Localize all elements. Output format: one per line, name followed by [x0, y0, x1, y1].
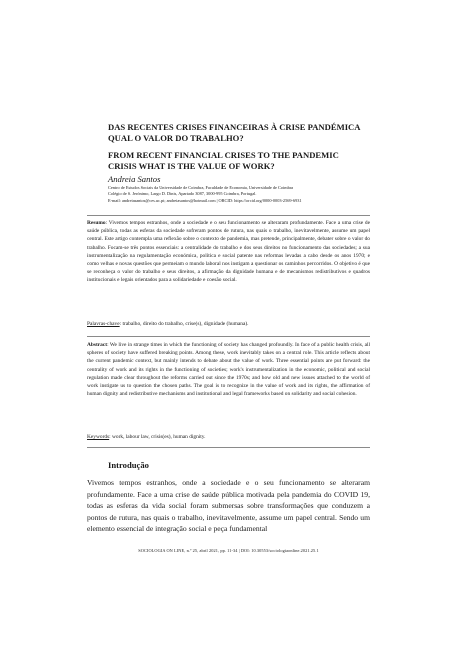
keywords-portuguese: [87, 320, 370, 328]
affiliation-line: Centro de Estudos Sociais da Universidade de Coimbra, Faculdade de Economia, Universidade de Coimbra: [108, 185, 294, 190]
affiliation-line: E-mail: andreiasantos@ces.uc.pt; andreiasantos@hotmail.com | ORCID: https://orcid.org/0000-0003-2569-6931: [108, 197, 302, 203]
page-footer: SOCIOLOGIA ON LINE, n.º 25, abril 2021, pp. 11-34 | DOI: 10.30553/sociologiaonline.2021.25.1: [138, 548, 319, 553]
abstract-top-rule: [87, 215, 370, 216]
affiliation-line: Colégio de S. Jerónimo, Largo D. Dinis, Apartado 3087, 3000-995 Coimbra, Portugal.: [108, 191, 257, 197]
keywords-english: [87, 433, 370, 441]
abstract-pt-text: : Vivemos tempos estranhos, onde a sociedade e o seu funcionamento se alteraram profundamente. Face a uma crise de saúde pública, todas as esferas da sociedade sofreram pontos de rutura, nas quais o trabalho, inevitavelmente, assume um papel central. Este artigo contempla uma reflexão sobre o contexto de pandemia, mas pretende, principalmente, debater sobre o valor do trabalho. Focam-se três pontos essenciais: a centralidade do trabalho e dos seus direitos no funcionamento das sociedades; a sua instrumentalização na regulamentação económica, política e social patente nas reformas levadas a cabo desde os anos 1970; e como velhas e novas questões que permeiam o mundo laboral nos instigam a questionar os caminhos percorridos. O objetivo é que se reconheça o valor do trabalho e seus direitos, a afirmação da dignidade humana e de mecanismos redistributivos e quadros institucionais e legais orientados para a solidariedade e coesão social.: [87, 220, 370, 284]
abstract-bottom-rule: [87, 447, 370, 448]
body-paragraph: Vivemos tempos estranhos, onde a sociedade e o seu funcionamento se alteraram profundamente. Face a uma crise de saúde pública motivada pela pandemia do COVID 19, todas as esferas da vida social foram submersas sobre transformações que conduzem a pontos de rutura, nas quais o trabalho, inevitavelmente, assume um papel central. Sendo um elemento essencial de integração social e peça fundamental: [87, 478, 370, 534]
abstract-divider-rule: [87, 336, 370, 337]
keywords-pt-text: : trabalho, direito do trabalho, crise(s), dignidade (humana).: [119, 321, 249, 327]
keywords-en-text: : work, labour law, crisis(es), human dignity.: [109, 434, 206, 440]
author-name: Andreia Santos: [108, 174, 161, 184]
title-english: FROM RECENT FINANCIAL CRISES TO THE PANDEMIC CRISIS WHAT IS THE VALUE OF WORK?: [108, 150, 339, 171]
abstract-pt-label: Resumo: [87, 220, 106, 226]
keywords-pt-label: Palavras-chave: [87, 321, 120, 327]
abstract-english: [87, 341, 370, 398]
author-affiliation: [108, 185, 368, 204]
abstract-portuguese: [87, 219, 370, 285]
section-title: Introdução: [108, 460, 149, 470]
abstract-en-label: Abstract: [87, 342, 108, 348]
abstract-en-text: : We live in strange times in which the functioning of society has changed profoundly. In face of a public health crisis, all spheres of society have suffered breaking points. Among these, work inevitably takes on a central role. This article reflects about the current pandemic context, but mainly intends to debate about the value of work. Three essential points are put forward: the centrality of work and its rights in the functioning of societies; work's instrumentalization in the economic, political and social regulation made clear throughout the reforms carried out since the 1970s; and how old and new issues attached to the world of work instigate us to question the chosen paths. The goal is to recognize in the value of work and its rights, the affirmation of human dignity and redistributive mechanisms and institutional and legal frameworks based on solidarity and social cohesion.: [87, 342, 370, 398]
keywords-en-label: Keywords: [87, 434, 110, 440]
title-portuguese: DAS RECENTES CRISES FINANCEIRAS À CRISE PANDÉMICA QUAL O VALOR DO TRABALHO?: [108, 122, 360, 143]
